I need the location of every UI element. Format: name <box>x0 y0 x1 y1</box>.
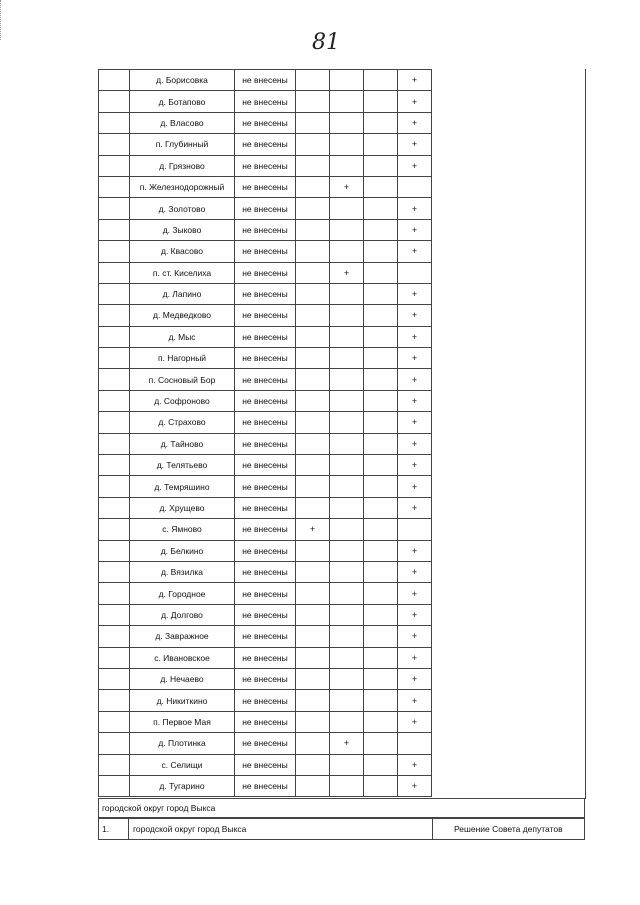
settlement-name: д. Хрущево <box>130 497 235 518</box>
table-row <box>99 155 432 176</box>
row-blank-cell <box>99 262 130 283</box>
mark-cell-4: + <box>398 283 432 304</box>
table-row <box>99 283 432 304</box>
table-row <box>99 433 432 454</box>
table-row <box>99 561 432 582</box>
table-row <box>99 241 432 262</box>
settlement-name: д. Золотово <box>130 198 235 219</box>
settlement-name: д. Никиткино <box>130 690 235 711</box>
mark-cell-2 <box>330 326 364 347</box>
mark-cell-2 <box>330 711 364 732</box>
mark-cell-4: + <box>398 134 432 155</box>
settlements-table <box>98 69 432 797</box>
mark-cell-3 <box>364 390 398 411</box>
status-cell: не внесены <box>235 733 296 754</box>
mark-cell-3 <box>364 476 398 497</box>
mark-cell-1 <box>296 70 330 91</box>
mark-cell-2 <box>330 412 364 433</box>
row-blank-cell <box>99 540 130 561</box>
table-row <box>99 540 432 561</box>
mark-cell-3 <box>364 733 398 754</box>
mark-cell-3 <box>364 626 398 647</box>
table-row <box>99 305 432 326</box>
table-row <box>99 412 432 433</box>
mark-cell-2 <box>330 647 364 668</box>
settlement-name: п. Сосновый Бор <box>130 369 235 390</box>
mark-cell-4 <box>398 519 432 540</box>
mark-cell-4: + <box>398 326 432 347</box>
mark-cell-2: + <box>330 262 364 283</box>
status-cell: не внесены <box>235 326 296 347</box>
mark-cell-4: + <box>398 690 432 711</box>
row-blank-cell <box>99 476 130 497</box>
settlement-name: д. Белкино <box>130 540 235 561</box>
settlement-name: п. Железнодорожный <box>130 176 235 197</box>
mark-cell-2 <box>330 390 364 411</box>
status-cell: не внесены <box>235 198 296 219</box>
status-cell: не внесены <box>235 176 296 197</box>
row-blank-cell <box>99 326 130 347</box>
mark-cell-4: + <box>398 455 432 476</box>
mark-cell-2 <box>330 604 364 625</box>
mark-cell-1 <box>296 690 330 711</box>
mark-cell-4: + <box>398 540 432 561</box>
status-cell: не внесены <box>235 91 296 112</box>
table-row <box>99 348 432 369</box>
page-number: 81 <box>312 30 340 55</box>
mark-cell-3 <box>364 155 398 176</box>
mark-cell-4: + <box>398 348 432 369</box>
settlement-name: п. Первое Мая <box>130 711 235 732</box>
scan-edge-mark <box>0 0 3 40</box>
status-cell: не внесены <box>235 219 296 240</box>
settlement-name: с. Селищи <box>130 754 235 775</box>
mark-cell-1 <box>296 455 330 476</box>
table-row <box>99 262 432 283</box>
status-cell: не внесены <box>235 775 296 796</box>
row-blank-cell <box>99 647 130 668</box>
table-row <box>99 604 432 625</box>
mark-cell-1 <box>296 540 330 561</box>
status-cell: не внесены <box>235 348 296 369</box>
mark-cell-4: + <box>398 305 432 326</box>
row-blank-cell <box>99 561 130 582</box>
mark-cell-1 <box>296 561 330 582</box>
mark-cell-2 <box>330 540 364 561</box>
mark-cell-3 <box>364 70 398 91</box>
mark-cell-1 <box>296 433 330 454</box>
table-row <box>99 219 432 240</box>
section-header-row: городской округ город Выкса <box>98 798 585 818</box>
status-cell: не внесены <box>235 262 296 283</box>
mark-cell-3 <box>364 305 398 326</box>
status-cell: не внесены <box>235 70 296 91</box>
mark-cell-4 <box>398 176 432 197</box>
mark-cell-1: + <box>296 519 330 540</box>
final-row-decision: Решение Совета депутатов <box>454 824 563 834</box>
settlement-name: д. Долгово <box>130 604 235 625</box>
settlement-name: д. Борисовка <box>130 70 235 91</box>
row-blank-cell <box>99 583 130 604</box>
status-cell: не внесены <box>235 455 296 476</box>
mark-cell-3 <box>364 583 398 604</box>
settlement-name: д. Власово <box>130 112 235 133</box>
status-cell: не внесены <box>235 519 296 540</box>
row-blank-cell <box>99 112 130 133</box>
status-cell: не внесены <box>235 540 296 561</box>
mark-cell-2 <box>330 219 364 240</box>
settlement-name: д. Тугарино <box>130 775 235 796</box>
row-blank-cell <box>99 433 130 454</box>
settlement-name: д. Городное <box>130 583 235 604</box>
row-blank-cell <box>99 198 130 219</box>
mark-cell-2 <box>330 155 364 176</box>
row-blank-cell <box>99 241 130 262</box>
mark-cell-2 <box>330 348 364 369</box>
settlement-name: д. Грязново <box>130 155 235 176</box>
table-row <box>99 326 432 347</box>
mark-cell-2 <box>330 519 364 540</box>
mark-cell-4: + <box>398 390 432 411</box>
mark-cell-3 <box>364 219 398 240</box>
status-cell: не внесены <box>235 497 296 518</box>
status-cell: не внесены <box>235 690 296 711</box>
mark-cell-2 <box>330 112 364 133</box>
row-blank-cell <box>99 176 130 197</box>
status-cell: не внесены <box>235 711 296 732</box>
row-blank-cell <box>99 369 130 390</box>
mark-cell-4: + <box>398 775 432 796</box>
mark-cell-4: + <box>398 412 432 433</box>
mark-cell-3 <box>364 241 398 262</box>
settlement-name: д. Завражное <box>130 626 235 647</box>
mark-cell-1 <box>296 112 330 133</box>
status-cell: не внесены <box>235 369 296 390</box>
table-row <box>99 70 432 91</box>
settlement-name: д. Софроново <box>130 390 235 411</box>
mark-cell-2 <box>330 283 364 304</box>
mark-cell-4: + <box>398 219 432 240</box>
mark-cell-4: + <box>398 198 432 219</box>
mark-cell-1 <box>296 176 330 197</box>
mark-cell-3 <box>364 690 398 711</box>
row-blank-cell <box>99 219 130 240</box>
mark-cell-2: + <box>330 176 364 197</box>
status-cell: не внесены <box>235 134 296 155</box>
table-row <box>99 733 432 754</box>
mark-cell-4: + <box>398 561 432 582</box>
mark-cell-2 <box>330 583 364 604</box>
status-cell: не внесены <box>235 390 296 411</box>
mark-cell-3 <box>364 647 398 668</box>
row-blank-cell <box>99 348 130 369</box>
table-row <box>99 668 432 689</box>
mark-cell-3 <box>364 433 398 454</box>
mark-cell-3 <box>364 711 398 732</box>
mark-cell-3 <box>364 775 398 796</box>
mark-cell-1 <box>296 134 330 155</box>
mark-cell-3 <box>364 455 398 476</box>
mark-cell-4: + <box>398 626 432 647</box>
mark-cell-4: + <box>398 497 432 518</box>
mark-cell-3 <box>364 198 398 219</box>
table-row <box>99 690 432 711</box>
mark-cell-3 <box>364 176 398 197</box>
mark-cell-2: + <box>330 733 364 754</box>
mark-cell-1 <box>296 604 330 625</box>
mark-cell-4: + <box>398 112 432 133</box>
row-blank-cell <box>99 711 130 732</box>
table-row <box>99 754 432 775</box>
mark-cell-3 <box>364 326 398 347</box>
table-row <box>99 134 432 155</box>
settlement-name: д. Вязилка <box>130 561 235 582</box>
mark-cell-3 <box>364 604 398 625</box>
mark-cell-1 <box>296 497 330 518</box>
mark-cell-4: + <box>398 91 432 112</box>
status-cell: не внесены <box>235 604 296 625</box>
table-row <box>99 626 432 647</box>
status-cell: не внесены <box>235 112 296 133</box>
mark-cell-1 <box>296 305 330 326</box>
row-blank-cell <box>99 519 130 540</box>
mark-cell-1 <box>296 668 330 689</box>
table-row <box>99 455 432 476</box>
mark-cell-2 <box>330 561 364 582</box>
row-blank-cell <box>99 626 130 647</box>
status-cell: не внесены <box>235 155 296 176</box>
mark-cell-4: + <box>398 476 432 497</box>
mark-cell-1 <box>296 647 330 668</box>
settlement-name: д. Мыс <box>130 326 235 347</box>
mark-cell-2 <box>330 497 364 518</box>
mark-cell-4 <box>398 733 432 754</box>
mark-cell-2 <box>330 198 364 219</box>
mark-cell-4: + <box>398 668 432 689</box>
mark-cell-1 <box>296 733 330 754</box>
mark-cell-2 <box>330 690 364 711</box>
status-cell: не внесены <box>235 241 296 262</box>
mark-cell-3 <box>364 369 398 390</box>
mark-cell-4: + <box>398 711 432 732</box>
row-blank-cell <box>99 155 130 176</box>
status-cell: не внесены <box>235 412 296 433</box>
settlement-name: д. Медведково <box>130 305 235 326</box>
status-cell: не внесены <box>235 305 296 326</box>
mark-cell-1 <box>296 198 330 219</box>
row-blank-cell <box>99 775 130 796</box>
settlement-name: с. Ямново <box>130 519 235 540</box>
mark-cell-2 <box>330 626 364 647</box>
mark-cell-1 <box>296 326 330 347</box>
mark-cell-4: + <box>398 647 432 668</box>
mark-cell-4 <box>398 262 432 283</box>
mark-cell-3 <box>364 412 398 433</box>
table-row <box>99 390 432 411</box>
row-blank-cell <box>99 134 130 155</box>
mark-cell-3 <box>364 519 398 540</box>
row-blank-cell <box>99 390 130 411</box>
row-blank-cell <box>99 70 130 91</box>
settlement-name: д. Зыково <box>130 219 235 240</box>
settlement-name: д. Лапино <box>130 283 235 304</box>
settlement-name: д. Тайново <box>130 433 235 454</box>
settlement-name: п. Глубинный <box>130 134 235 155</box>
status-cell: не внесены <box>235 561 296 582</box>
mark-cell-3 <box>364 112 398 133</box>
mark-cell-1 <box>296 775 330 796</box>
settlement-name: д. Плотинка <box>130 733 235 754</box>
row-blank-cell <box>99 283 130 304</box>
mark-cell-2 <box>330 305 364 326</box>
mark-cell-2 <box>330 476 364 497</box>
mark-cell-1 <box>296 754 330 775</box>
mark-cell-4: + <box>398 369 432 390</box>
mark-cell-1 <box>296 583 330 604</box>
mark-cell-1 <box>296 348 330 369</box>
mark-cell-2 <box>330 91 364 112</box>
settlement-name: п. ст. Киселиха <box>130 262 235 283</box>
status-cell: не внесены <box>235 583 296 604</box>
mark-cell-4: + <box>398 754 432 775</box>
mark-cell-2 <box>330 775 364 796</box>
mark-cell-4: + <box>398 433 432 454</box>
mark-cell-2 <box>330 241 364 262</box>
mark-cell-3 <box>364 348 398 369</box>
settlement-name: д. Квасово <box>130 241 235 262</box>
right-column-border <box>585 69 586 799</box>
settlement-name: д. Темряшино <box>130 476 235 497</box>
mark-cell-1 <box>296 626 330 647</box>
mark-cell-1 <box>296 369 330 390</box>
mark-cell-1 <box>296 262 330 283</box>
mark-cell-1 <box>296 219 330 240</box>
status-cell: не внесены <box>235 668 296 689</box>
mark-cell-2 <box>330 455 364 476</box>
mark-cell-3 <box>364 91 398 112</box>
row-blank-cell <box>99 733 130 754</box>
settlement-name: д. Телятьево <box>130 455 235 476</box>
table-row <box>99 112 432 133</box>
mark-cell-1 <box>296 476 330 497</box>
mark-cell-1 <box>296 390 330 411</box>
mark-cell-2 <box>330 369 364 390</box>
mark-cell-2 <box>330 134 364 155</box>
mark-cell-3 <box>364 283 398 304</box>
table-row <box>99 711 432 732</box>
mark-cell-1 <box>296 711 330 732</box>
row-blank-cell <box>99 690 130 711</box>
mark-cell-4: + <box>398 155 432 176</box>
row-blank-cell <box>99 668 130 689</box>
mark-cell-1 <box>296 155 330 176</box>
mark-cell-4: + <box>398 604 432 625</box>
settlement-name: п. Нагорный <box>130 348 235 369</box>
status-cell: не внесены <box>235 433 296 454</box>
row-blank-cell <box>99 455 130 476</box>
mark-cell-1 <box>296 91 330 112</box>
row-blank-cell <box>99 91 130 112</box>
status-cell: не внесены <box>235 647 296 668</box>
mark-cell-1 <box>296 241 330 262</box>
status-cell: не внесены <box>235 754 296 775</box>
settlement-name: д. Страхово <box>130 412 235 433</box>
mark-cell-4: + <box>398 241 432 262</box>
mark-cell-3 <box>364 540 398 561</box>
mark-cell-3 <box>364 134 398 155</box>
status-cell: не внесены <box>235 476 296 497</box>
row-blank-cell <box>99 754 130 775</box>
row-blank-cell <box>99 604 130 625</box>
table-row <box>99 198 432 219</box>
table-row <box>99 583 432 604</box>
settlement-name: с. Ивановское <box>130 647 235 668</box>
mark-cell-2 <box>330 754 364 775</box>
final-row <box>98 818 585 840</box>
table-row <box>99 476 432 497</box>
table-row <box>99 497 432 518</box>
mark-cell-2 <box>330 668 364 689</box>
mark-cell-4: + <box>398 583 432 604</box>
table-row <box>99 519 432 540</box>
mark-cell-3 <box>364 497 398 518</box>
row-blank-cell <box>99 305 130 326</box>
table-row <box>99 369 432 390</box>
mark-cell-2 <box>330 70 364 91</box>
mark-cell-4: + <box>398 70 432 91</box>
mark-cell-1 <box>296 412 330 433</box>
final-row-name: городской округ город Выкса <box>133 824 247 834</box>
mark-cell-3 <box>364 262 398 283</box>
row-blank-cell <box>99 497 130 518</box>
settlement-name: д. Нечаево <box>130 668 235 689</box>
settlement-name: д. Ботапово <box>130 91 235 112</box>
mark-cell-1 <box>296 283 330 304</box>
mark-cell-2 <box>330 433 364 454</box>
status-cell: не внесены <box>235 283 296 304</box>
row-blank-cell <box>99 412 130 433</box>
status-cell: не внесены <box>235 626 296 647</box>
table-row <box>99 775 432 796</box>
table-row <box>99 91 432 112</box>
mark-cell-3 <box>364 754 398 775</box>
final-row-number: 1. <box>102 824 110 834</box>
table-row <box>99 176 432 197</box>
mark-cell-3 <box>364 668 398 689</box>
mark-cell-3 <box>364 561 398 582</box>
table-row <box>99 647 432 668</box>
